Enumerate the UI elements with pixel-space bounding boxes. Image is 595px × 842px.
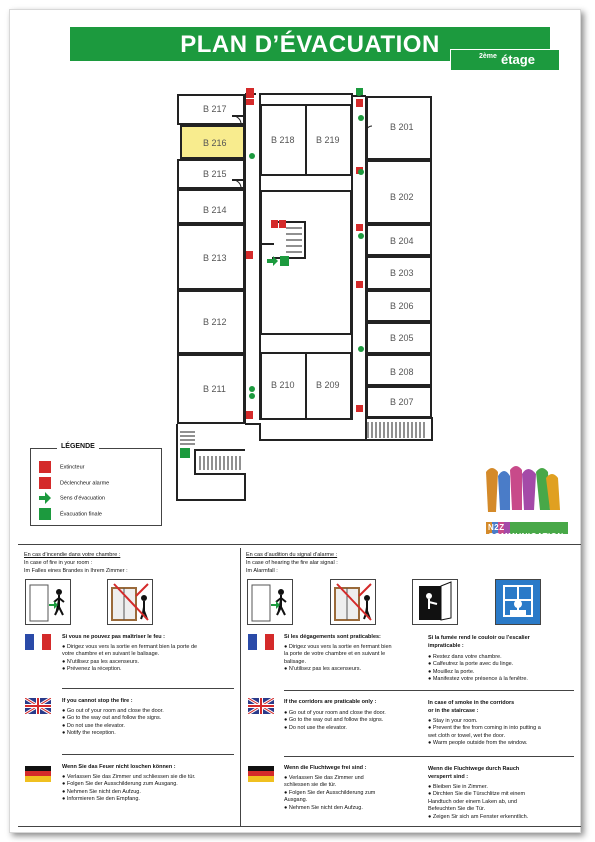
no-elevator-pictogram <box>107 579 153 625</box>
left-intro <box>24 551 128 575</box>
fr-smoke-instructions <box>428 654 528 684</box>
en-smoke-title <box>428 699 514 715</box>
instruction-line: ● Dirchten Sie die Türschlitze mit einem <box>428 791 526 798</box>
de-smoke-title <box>428 765 519 781</box>
room-label: B 216 <box>203 138 227 148</box>
instruction-line: wet cloth or towel, wet the door. <box>428 732 506 739</box>
exit-door-pictogram <box>247 579 293 625</box>
right-intro <box>246 551 338 575</box>
evacuation-arrow-icon <box>180 88 364 458</box>
legend-item <box>39 477 109 489</box>
room-label: B 205 <box>390 333 414 343</box>
fr-smoke-title <box>428 634 530 650</box>
divider <box>62 688 234 689</box>
instruction-line: ● Prévenez la réception. <box>62 666 122 673</box>
de-section-title: Wenn Sie das Feuer nicht loschen können : <box>62 764 176 770</box>
french-flag-icon <box>25 634 51 650</box>
instruction-line: ● Informieren Sie den Empfang. <box>62 796 140 803</box>
divider <box>18 544 581 545</box>
en-smoke-instructions <box>428 718 541 748</box>
legend-label: Extincteur <box>60 464 85 471</box>
instruction-line: Ausgang. <box>284 797 308 804</box>
instruction-line: ● Verlassen Sie das Zimmer und schliessen sie die tür. <box>62 774 196 780</box>
divider <box>18 826 581 827</box>
instruction-line: ● Manifestez votre présence à la fenêtre. <box>428 676 528 683</box>
en-instructions <box>62 708 164 738</box>
title-line: impraticable : <box>428 643 464 649</box>
room-label: B 206 <box>390 301 414 311</box>
no-elevator-pictogram <box>330 579 376 625</box>
floor-word: étage <box>501 52 535 67</box>
uk-flag-icon <box>248 698 274 714</box>
instruction-line: la porte de votre chambre et en suivant le <box>284 651 386 658</box>
room-label: B 211 <box>203 384 226 394</box>
instruction-line: ● N’utilisez pas les ascenseurs. <box>284 666 361 673</box>
exit-door-pictogram <box>25 579 71 625</box>
fr-section-title: Si vous ne pouvez pas maîtriser le feu : <box>62 634 166 640</box>
instruction-line: ● Nehmen Sie nicht den Aufzug. <box>62 788 141 795</box>
fr-instructions <box>62 644 197 674</box>
logo-text <box>486 522 568 541</box>
de-corridor-title: Wenn die Fluchtwege frei sind : <box>284 765 367 771</box>
instruction-line: ● Mouillez la porte. <box>428 668 475 675</box>
title-line: Si la fumée rend le couloir ou l’escalier <box>428 635 530 641</box>
room-label: B 204 <box>390 236 414 246</box>
title-line: Wenn die Fluchtwege durch Rauch <box>428 766 520 772</box>
intro-en: In case of fire in your room : <box>24 560 93 566</box>
instruction-line: ● Dirigez vous vers la sortie en fermant bien <box>284 644 392 650</box>
instruction-line: ● N’utilisez pas les ascenseurs. <box>62 658 139 665</box>
instruction-line: Befeuchten Sie die Tür. <box>428 806 486 813</box>
room-label: B 213 <box>203 253 227 263</box>
instruction-line: ● Prevent the fire from coming in into putting a <box>428 725 541 732</box>
company-logo <box>478 462 570 529</box>
legend-label: Déclencheur alarme <box>60 480 110 487</box>
room-label: B 201 <box>390 122 414 132</box>
french-flag-icon <box>248 634 274 650</box>
instruction-line: ● Go to the way out and follow the signs. <box>62 715 162 722</box>
divider <box>284 690 574 691</box>
divider <box>284 756 574 757</box>
instruction-line: ● Dirigez vous vers la sortie en fermant bien la porte de <box>62 644 198 650</box>
fire-extinguisher-icon <box>39 461 51 473</box>
final-exit-icon <box>39 508 51 520</box>
instruction-line: ● Folgen Sie der Ausschilderung zum Ausgang. <box>62 781 178 788</box>
en-section-title: If you cannot stop the fire : <box>62 698 133 704</box>
de-instructions <box>62 774 196 804</box>
fr-corridor-title: Si les dégagements sont praticables: <box>284 634 381 640</box>
room-label: B 207 <box>390 397 414 407</box>
divider <box>62 754 234 755</box>
german-flag-icon <box>248 766 274 782</box>
room-label: B 210 <box>271 380 295 390</box>
intro-de: Im Alarmfall : <box>246 568 278 574</box>
floor-number: 2ème <box>479 53 497 60</box>
legend-label: Sens d’évacuation <box>60 495 105 502</box>
logo-wordmark: N2Z COMMUNICATION <box>488 523 564 541</box>
instruction-line: ● Nehmen Sie nicht den Aufzug. <box>284 804 363 811</box>
instruction-line: ● Go to the way out and follow the signs. <box>284 717 384 724</box>
intro-fr: En cas d’audition du signal d’alarme : <box>246 552 338 558</box>
instruction-line: balisage. <box>284 658 307 665</box>
instruction-line: ● Verlassen Sie das Zimmer und <box>284 775 364 781</box>
en-corridor-instructions <box>284 710 386 732</box>
legend <box>30 443 162 526</box>
intro-fr: En cas d’incendie dans votre chambre : <box>24 552 121 558</box>
instruction-line: Handtuch oder einem Laken ab, und <box>428 798 517 805</box>
instruction-line: ● Go out of your room and close the door. <box>62 708 164 714</box>
instruction-line: ● Restez dans votre chambre. <box>428 654 502 660</box>
instruction-line: votre chambre et en suivant le balisage. <box>62 651 160 658</box>
legend-item <box>39 461 84 473</box>
intro-de: Im Falles eines Brandes in Ihrem Zimmer : <box>24 568 128 574</box>
room-label: B 202 <box>390 192 414 202</box>
legend-item <box>39 508 102 520</box>
legend-title: LÉGENDE <box>57 443 99 450</box>
title-line: or in the staircase : <box>428 708 479 714</box>
room-label: B 219 <box>316 135 340 145</box>
instruction-line: ● Warm people outside from the window. <box>428 740 528 747</box>
legend-label: Évacuation finale <box>60 511 102 518</box>
instruction-line: ● Do not use the elevator. <box>62 722 125 729</box>
room-label: B 203 <box>390 268 414 278</box>
page-title: PLAN D’ÉVACUATION <box>70 27 550 61</box>
room-label: B 217 <box>203 104 227 114</box>
fire-alarm-icon <box>246 88 363 419</box>
room-label: B 209 <box>316 380 340 390</box>
instruction-line: ● Go out of your room and close the door. <box>284 710 386 716</box>
title-line: versperrt sind : <box>428 774 469 780</box>
divider <box>240 548 241 826</box>
uk-flag-icon <box>25 698 51 714</box>
room-label: B 214 <box>203 205 227 215</box>
green-arrow-icon <box>39 492 51 504</box>
german-flag-icon <box>25 766 51 782</box>
instruction-line: ● Notify the reception. <box>62 730 116 737</box>
intro-en: In case of hearing the fire alar signal : <box>246 560 338 566</box>
window-signal-pictogram <box>495 579 541 625</box>
close-door-smoke-pictogram <box>412 579 458 625</box>
room-label: B 208 <box>390 367 414 377</box>
de-corridor-instructions <box>284 775 375 812</box>
instruction-line: ● Stay in your room. <box>428 718 478 724</box>
instruction-line: ● Zeigen Sir sich am Fenster erkenntlich. <box>428 813 529 820</box>
title-line: In case of smoke in the corridors <box>428 700 515 706</box>
alarm-trigger-icon <box>39 477 51 489</box>
fr-corridor-instructions <box>284 644 392 674</box>
de-smoke-instructions <box>428 784 528 821</box>
room-label: B 218 <box>271 135 295 145</box>
instruction-line: ● Calfeutrez la porte avec du linge. <box>428 661 514 668</box>
instruction-line: ● Bleiben Sie in Zimmer. <box>428 784 488 790</box>
room-label: B 212 <box>203 317 227 327</box>
instruction-line: schliessen sie die tür. <box>284 782 337 789</box>
legend-item <box>39 492 105 504</box>
instruction-line: ● Folgen Sie der Ausschilderung zum <box>284 789 376 796</box>
room-label: B 215 <box>203 169 227 179</box>
instruction-line: ● Do not use the elevator. <box>284 724 347 731</box>
en-corridor-title: If the corridors are praticable only : <box>284 699 377 705</box>
